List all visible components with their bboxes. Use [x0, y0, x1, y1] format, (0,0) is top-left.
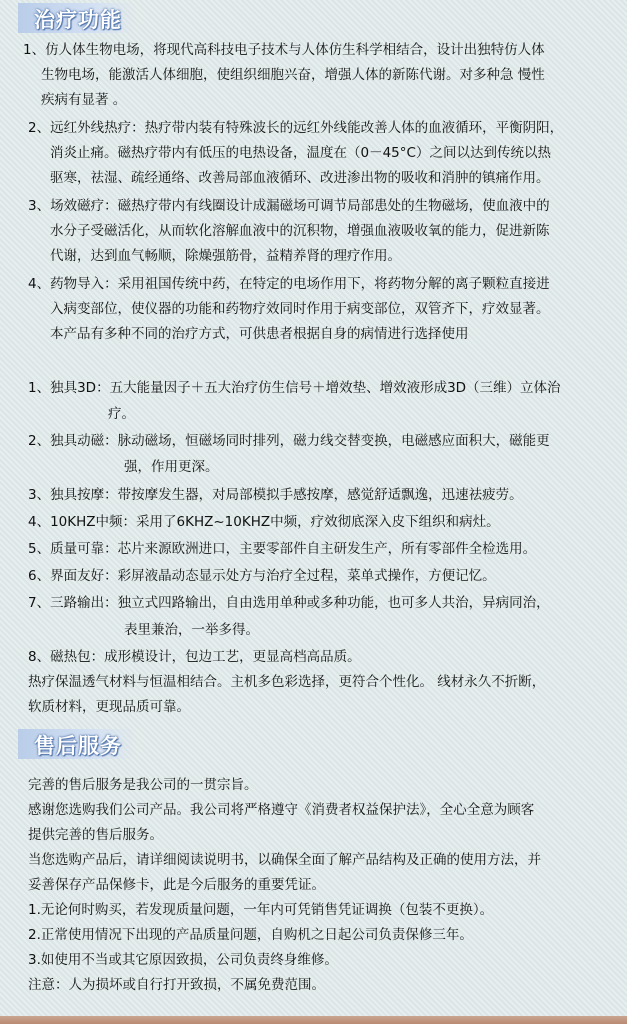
list-item-continuation: [50, 219, 550, 269]
feature-item: [28, 483, 523, 508]
item-text: 疾病有显著 。: [41, 92, 127, 108]
item-text: 消炎止痛。磁热疗带内有低压的电热设备，温度在（0－45°C）之间以达到传统以热: [50, 145, 551, 161]
item-text: 表里兼治，一举多得。: [124, 622, 259, 638]
feature-item: [28, 376, 561, 401]
item-number: 1、: [28, 380, 51, 396]
paragraph-line: 提供完善的售后服务。: [28, 827, 163, 843]
feature-item: [28, 510, 500, 535]
paragraph-line: 完善的售后服务是我公司的一贯宗旨。: [28, 777, 258, 793]
item-text: 仿人体生物电场，将现代高科技电子技术与人体仿生科学相结合，设计出独特仿人体: [45, 42, 545, 58]
paragraph-line: 2.正常使用情况下出现的产品质量问题，自购机之日起公司负责保修三年。: [28, 927, 473, 943]
item-text: 本产品有多种不同的治疗方式，可供患者根据自身的病情进行选择使用: [50, 326, 469, 342]
list-item-continuation: [41, 63, 545, 113]
item-text: 10KHZ中频：采用了6KHZ~10KHZ中频，疗效彻底深入皮下组织和病灶。: [50, 514, 500, 530]
feature-continuation: [108, 402, 135, 427]
item-text: 远红外线热疗：热疗带内装有特殊波长的远红外线能改善人体的血液循环，平衡阴阳，: [50, 120, 564, 136]
feature-item: [28, 429, 550, 454]
paragraph-line: 热疗保温透气材料与恒温相结合。主机多色彩选择，更符合个性化。 线材永久不折断，: [28, 674, 546, 690]
feature-item: [28, 591, 550, 616]
list-item-continuation: [50, 297, 550, 347]
section-header-after-sales: [18, 729, 136, 759]
item-number: 5、: [28, 541, 51, 557]
item-number: 3、: [28, 198, 51, 214]
item-number: 6、: [28, 568, 51, 584]
item-text: 疗。: [108, 406, 135, 422]
item-text: 代谢，达到血气畅顺，除燥强筋骨，益精养肾的理疗作用。: [50, 248, 401, 264]
item-number: 1、: [23, 42, 46, 58]
paragraph-line: 感谢您选购我们公司产品。我公司将严格遵守《消费者权益保护法》，全心全意为顾客: [28, 802, 535, 818]
feature-continuation: [124, 618, 259, 643]
feature-item: [28, 564, 496, 589]
feature-continuation: [124, 455, 219, 480]
item-number: 2、: [28, 433, 51, 449]
closing-paragraph: [28, 670, 545, 720]
item-text: 入病变部位，使仪器的功能和药物疗效同时作用于病变部位，双管齐下，疗效显著。: [50, 301, 550, 317]
list-item: [28, 272, 550, 297]
section-title: 售后服务: [34, 734, 122, 758]
paragraph-line: 软质材料，更现品质可靠。: [28, 699, 190, 715]
list-item: [28, 194, 550, 219]
item-text: 生物电场，能激活人体细胞，使组织细胞兴奋，增强人体的新陈代谢。对多种急 慢性: [41, 67, 545, 83]
item-number: 8、: [28, 649, 51, 665]
paragraph-line: 当您选购产品后，请详细阅读说明书，以确保全面了解产品结构及正确的使用方法，并: [28, 852, 541, 868]
list-item-continuation: [50, 141, 551, 191]
item-text: 驱寒，祛湿、疏经通络、改善局部血液循环、改进渗出物的吸收和消肿的镇痛作用。: [50, 170, 550, 186]
item-number: 3、: [28, 487, 51, 503]
item-text: 强，作用更深。: [124, 459, 219, 475]
item-text: 界面友好：彩屏液晶动态显示处方与治疗全过程，菜单式操作，方便记忆。: [50, 568, 496, 584]
item-number: 4、: [28, 514, 51, 530]
list-item: [23, 38, 545, 63]
paragraph-line: 注意：人为损坏或自行打开致损，不属免费范围。: [28, 977, 325, 993]
item-text: 药物导入：采用祖国传统中药，在特定的电场作用下，将药物分解的离子颗粒直接进: [50, 276, 550, 292]
bottom-border: [0, 1016, 627, 1024]
paragraph-line: 妥善保存产品保修卡，此是今后服务的重要凭证。: [28, 877, 325, 893]
item-number: 7、: [28, 595, 51, 611]
item-text: 场效磁疗：磁热疗带内有线圈设计成漏磁场可调节局部患处的生物磁场，使血液中的: [50, 198, 550, 214]
item-text: 独具动磁：脉动磁场，恒磁场同时排列，磁力线交替变换，电磁感应面积大，磁能更: [50, 433, 550, 449]
item-text: 质量可靠：芯片来源欧洲进口，主要零部件自主研发生产，所有零部件全检选用。: [50, 541, 537, 557]
feature-item: [28, 537, 536, 562]
list-item: [28, 116, 563, 141]
item-text: 磁热包：成形模设计，包边工艺，更显高档高品质。: [50, 649, 361, 665]
item-text: 独具3D：五大能量因子＋五大治疗仿生信号＋增效垫、增效液形成3D（三维）立体治: [50, 380, 561, 396]
item-number: 2、: [28, 120, 51, 136]
paragraph-line: 1.无论何时购买，若发现质量问题，一年内可凭销售凭证调换（包装不更换）。: [28, 902, 494, 918]
feature-item: [28, 645, 361, 670]
paragraph-line: 3.如使用不当或其它原因致损，公司负责终身维修。: [28, 952, 338, 968]
section-title: 治疗功能: [34, 8, 122, 32]
item-text: 独具按摩：带按摩发生器，对局部模拟手感按摩，感觉舒适飘逸，迅速祛疲劳。: [50, 487, 523, 503]
section-header-treatment: [18, 3, 136, 33]
item-text: 三路输出：独立式四路输出，自由选用单种或多种功能，也可多人共治，异病同治，: [50, 595, 550, 611]
after-sales-body: [28, 773, 541, 998]
item-number: 4、: [28, 276, 51, 292]
item-text: 水分子受磁活化，从而软化溶解血液中的沉积物，增强血液吸收氧的能力，促进新陈: [50, 223, 550, 239]
